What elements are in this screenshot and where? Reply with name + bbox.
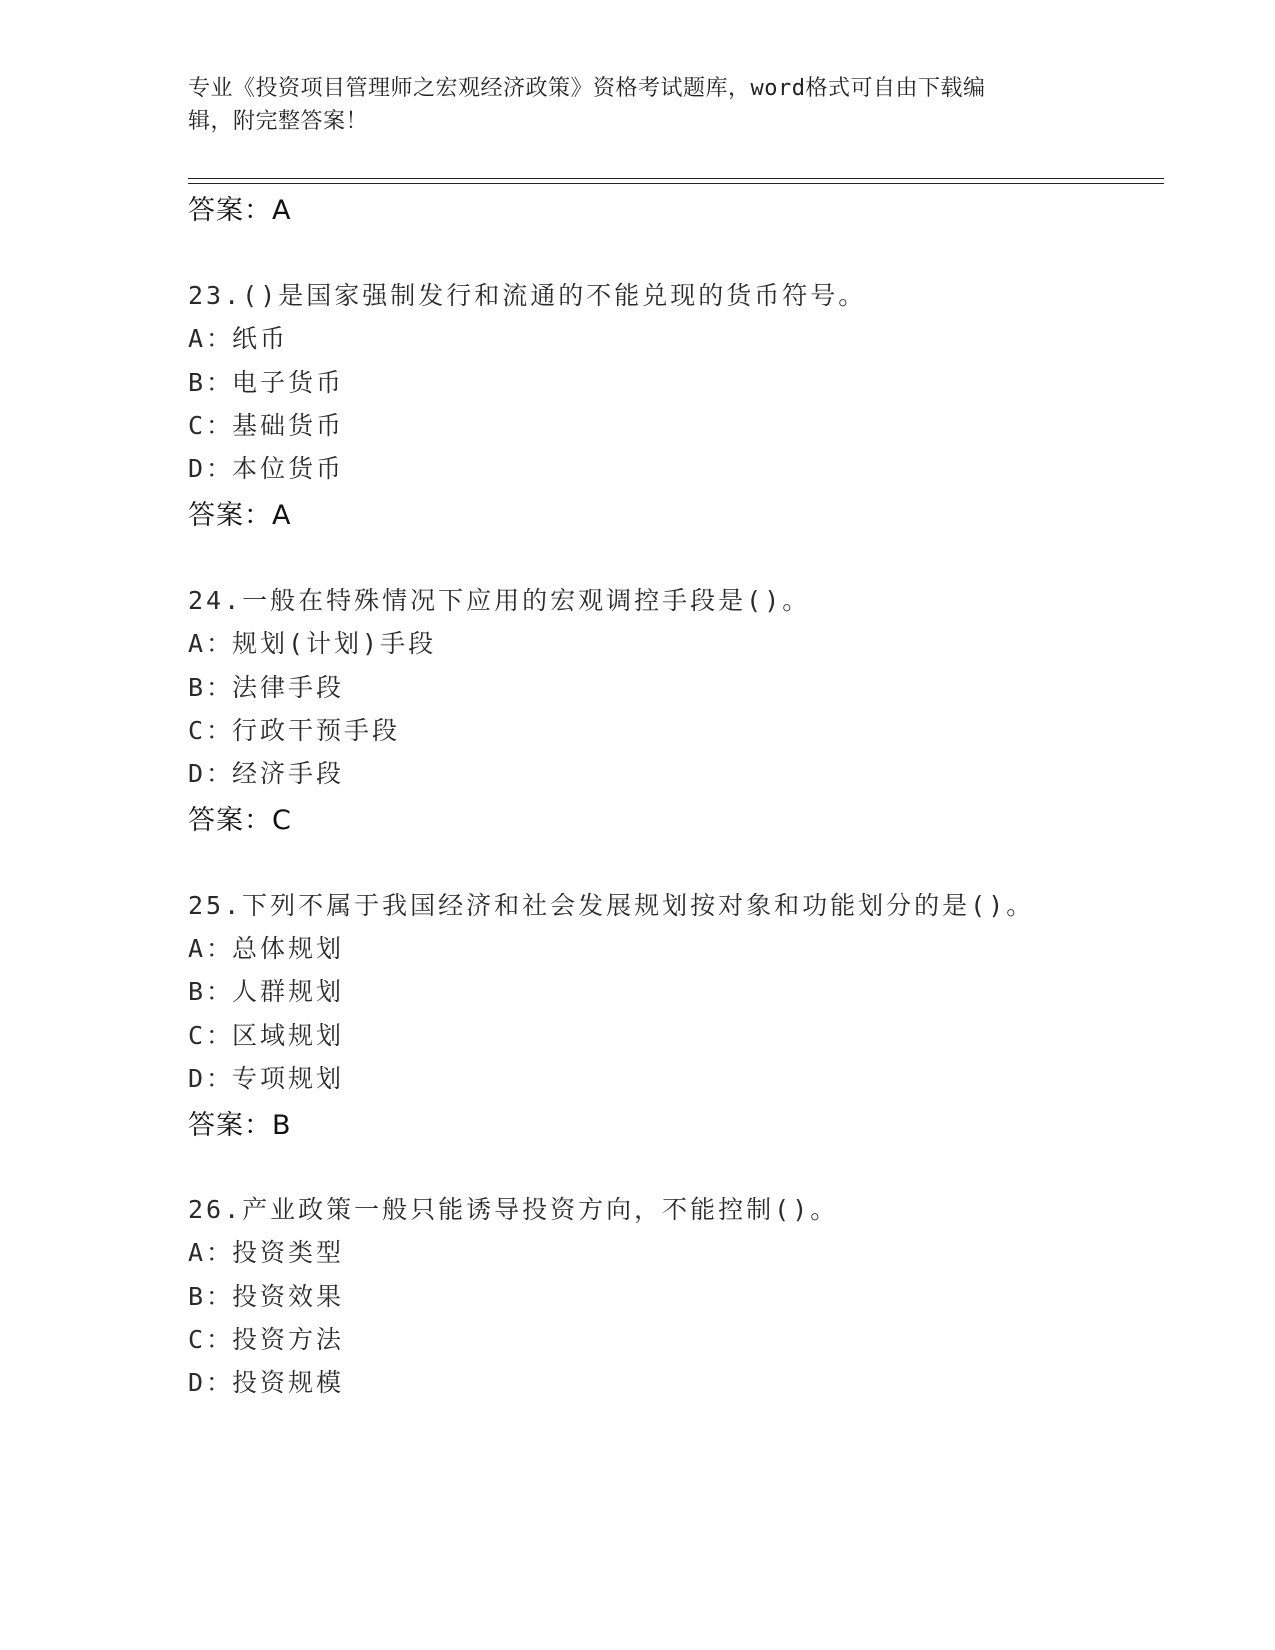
header-divider-top bbox=[188, 178, 1164, 179]
option-key: B： bbox=[188, 673, 235, 702]
option-key: D： bbox=[188, 1064, 235, 1093]
option-key: B： bbox=[188, 368, 235, 397]
option-key: C： bbox=[188, 411, 235, 440]
option-key: D： bbox=[188, 1368, 235, 1397]
option-text: 区域规划 bbox=[232, 1021, 345, 1050]
option-key: C： bbox=[188, 1021, 235, 1050]
option-text: 法律手段 bbox=[232, 673, 345, 702]
option-b bbox=[188, 363, 344, 399]
answer-line: 答案：B bbox=[188, 1110, 292, 1141]
header-line-1: 专业《投资项目管理师之宏观经济政策》资格考试题库，word格式可自由下载编 bbox=[188, 76, 986, 101]
option-c bbox=[188, 406, 344, 442]
option-text: 纸币 bbox=[232, 324, 289, 353]
question-text: 25.下列不属于我国经济和社会发展规划按对象和功能划分的是()。 bbox=[188, 891, 1035, 920]
option-text: 行政干预手段 bbox=[232, 716, 401, 745]
answer-line: 答案：C bbox=[188, 805, 292, 836]
question-text: 26.产业政策一般只能诱导投资方向，不能控制()。 bbox=[188, 1195, 839, 1224]
option-text: 经济手段 bbox=[232, 759, 345, 788]
option-text: 基础货币 bbox=[232, 411, 345, 440]
option-text: 总体规划 bbox=[232, 934, 345, 963]
option-key: C： bbox=[188, 716, 235, 745]
answer-line: 答案：A bbox=[188, 500, 292, 531]
option-c bbox=[188, 1320, 344, 1356]
option-b bbox=[188, 972, 344, 1008]
option-key: B： bbox=[188, 977, 235, 1006]
option-key: D： bbox=[188, 759, 235, 788]
answer-line: 答案：A bbox=[188, 195, 292, 226]
option-key: B： bbox=[188, 1282, 235, 1311]
option-d bbox=[188, 1059, 344, 1095]
header-line-2: 辑，附完整答案！ bbox=[188, 109, 369, 134]
option-text: 专项规划 bbox=[232, 1064, 345, 1093]
option-text: 投资规模 bbox=[232, 1368, 345, 1397]
option-text: 规划(计划)手段 bbox=[232, 629, 437, 658]
option-key: A： bbox=[188, 934, 235, 963]
option-b bbox=[188, 668, 344, 704]
option-text: 投资方法 bbox=[232, 1325, 345, 1354]
option-a bbox=[188, 1233, 344, 1269]
question-text: 24.一般在特殊情况下应用的宏观调控手段是()。 bbox=[188, 586, 811, 615]
header-divider-bottom bbox=[188, 183, 1164, 184]
option-d bbox=[188, 754, 344, 790]
option-text: 人群规划 bbox=[232, 977, 345, 1006]
option-key: D： bbox=[188, 454, 235, 483]
option-b bbox=[188, 1277, 344, 1313]
option-key: A： bbox=[188, 1238, 235, 1267]
option-key: A： bbox=[188, 324, 235, 353]
document-header bbox=[188, 72, 1088, 138]
option-a bbox=[188, 929, 344, 965]
option-text: 投资效果 bbox=[232, 1282, 345, 1311]
option-a bbox=[188, 319, 288, 355]
option-key: C： bbox=[188, 1325, 235, 1354]
option-text: 本位货币 bbox=[232, 454, 345, 483]
option-key: A： bbox=[188, 629, 235, 658]
option-a bbox=[188, 624, 436, 660]
option-d bbox=[188, 449, 344, 485]
option-text: 投资类型 bbox=[232, 1238, 345, 1267]
option-c bbox=[188, 711, 400, 747]
option-text: 电子货币 bbox=[232, 368, 345, 397]
option-c bbox=[188, 1016, 344, 1052]
option-d bbox=[188, 1363, 344, 1399]
question-text: 23.()是国家强制发行和流通的不能兑现的货币符号。 bbox=[188, 281, 867, 310]
